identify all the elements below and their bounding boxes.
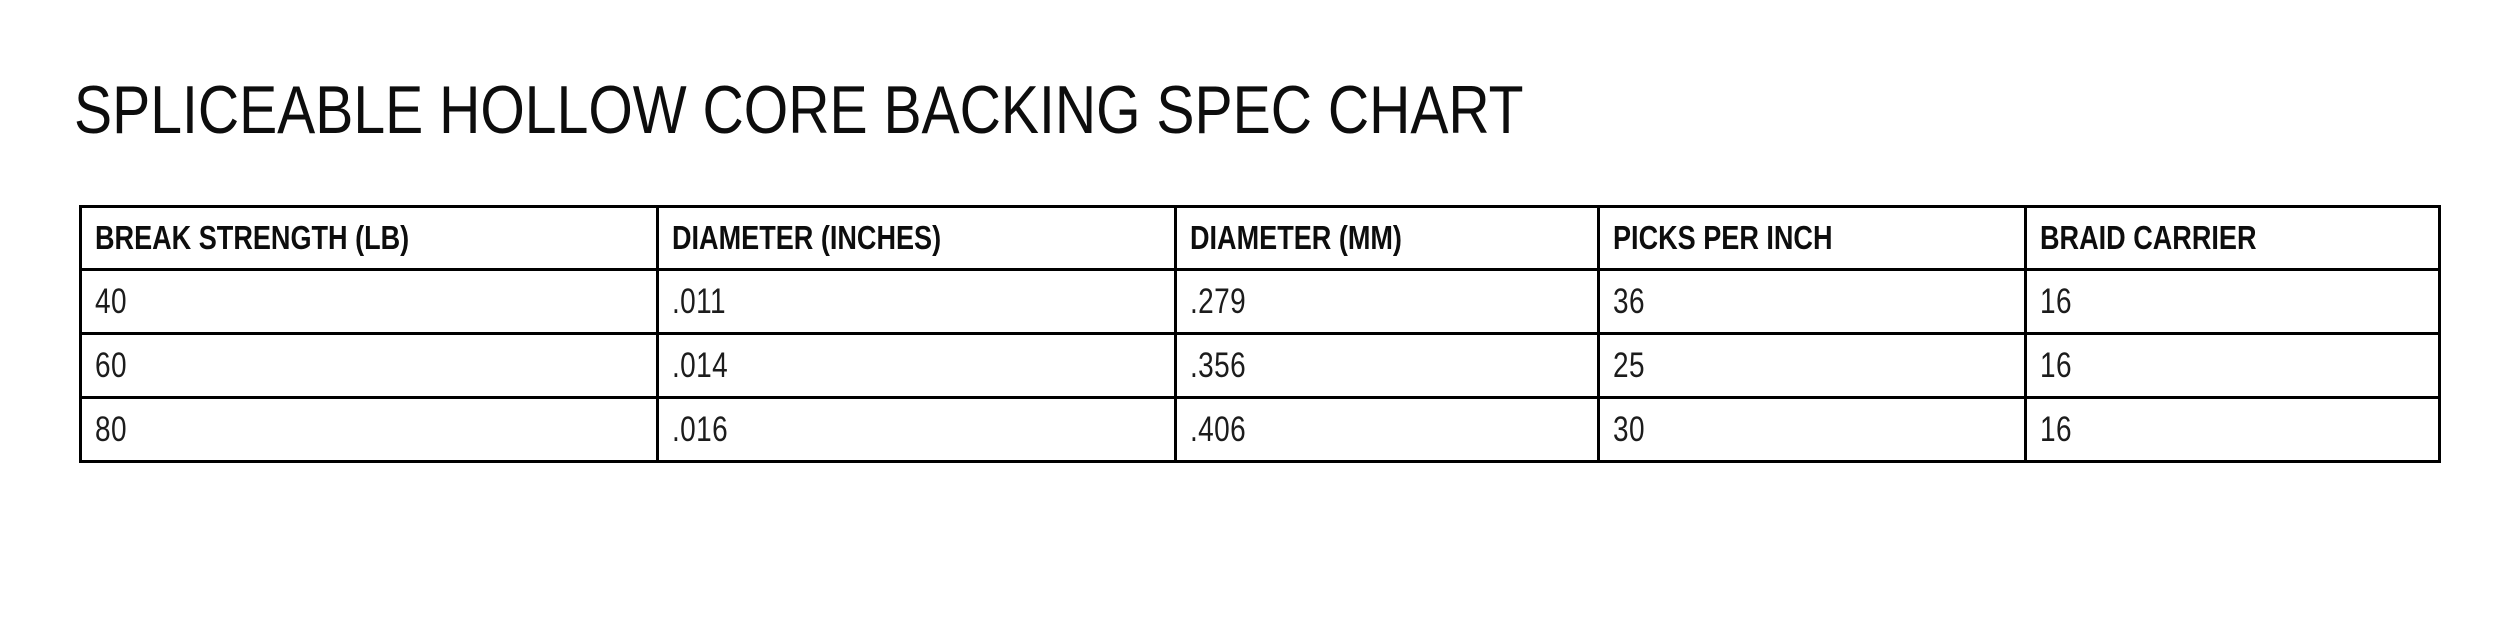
cell-picks-per-inch bbox=[1599, 398, 2026, 462]
cell-picks-per-inch bbox=[1599, 334, 2026, 398]
cell-value: 60 bbox=[95, 345, 127, 385]
column-header-break-strength-label: BREAK STRENGTH (LB) bbox=[95, 219, 410, 256]
cell-value: 25 bbox=[1613, 345, 1645, 385]
cell-diameter-mm bbox=[1176, 270, 1599, 334]
page-title bbox=[74, 72, 1800, 148]
cell-value: 30 bbox=[1613, 409, 1645, 449]
cell-diameter-inches bbox=[658, 398, 1176, 462]
column-header-diameter-inches bbox=[658, 207, 1176, 270]
cell-value: 16 bbox=[2040, 281, 2072, 321]
cell-value: .356 bbox=[1190, 345, 1247, 385]
cell-value: .406 bbox=[1190, 409, 1247, 449]
column-header-picks-per-inch-label: PICKS PER INCH bbox=[1613, 219, 1833, 256]
spec-table-header bbox=[81, 207, 2440, 270]
table-row bbox=[81, 270, 2440, 334]
column-header-braid-carrier bbox=[2026, 207, 2440, 270]
cell-value: 16 bbox=[2040, 345, 2072, 385]
column-header-diameter-mm bbox=[1176, 207, 1599, 270]
cell-diameter-inches bbox=[658, 334, 1176, 398]
cell-value: 36 bbox=[1613, 281, 1645, 321]
column-header-picks-per-inch bbox=[1599, 207, 2026, 270]
spec-table bbox=[79, 205, 2441, 463]
column-header-break-strength bbox=[81, 207, 658, 270]
cell-picks-per-inch bbox=[1599, 270, 2026, 334]
cell-braid-carrier bbox=[2026, 398, 2440, 462]
column-header-diameter-inches-label: DIAMETER (INCHES) bbox=[672, 219, 942, 256]
cell-value: 40 bbox=[95, 281, 127, 321]
cell-value: .279 bbox=[1190, 281, 1247, 321]
spec-table-body bbox=[81, 270, 2440, 462]
cell-braid-carrier bbox=[2026, 270, 2440, 334]
cell-value: 16 bbox=[2040, 409, 2072, 449]
cell-break-strength bbox=[81, 334, 658, 398]
cell-value: 80 bbox=[95, 409, 127, 449]
cell-break-strength bbox=[81, 398, 658, 462]
cell-value: .011 bbox=[672, 281, 727, 321]
cell-diameter-inches bbox=[658, 270, 1176, 334]
cell-diameter-mm bbox=[1176, 398, 1599, 462]
header-row bbox=[81, 207, 2440, 270]
table-row bbox=[81, 334, 2440, 398]
cell-value: .014 bbox=[672, 345, 729, 385]
cell-break-strength bbox=[81, 270, 658, 334]
cell-braid-carrier bbox=[2026, 334, 2440, 398]
cell-value: .016 bbox=[672, 409, 729, 449]
column-header-diameter-mm-label: DIAMETER (MM) bbox=[1190, 219, 1402, 256]
column-header-braid-carrier-label: BRAID CARRIER bbox=[2040, 219, 2257, 256]
cell-diameter-mm bbox=[1176, 334, 1599, 398]
page-title-text: SPLICEABLE HOLLOW CORE BACKING SPEC CHART bbox=[74, 72, 1524, 148]
table-row bbox=[81, 398, 2440, 462]
